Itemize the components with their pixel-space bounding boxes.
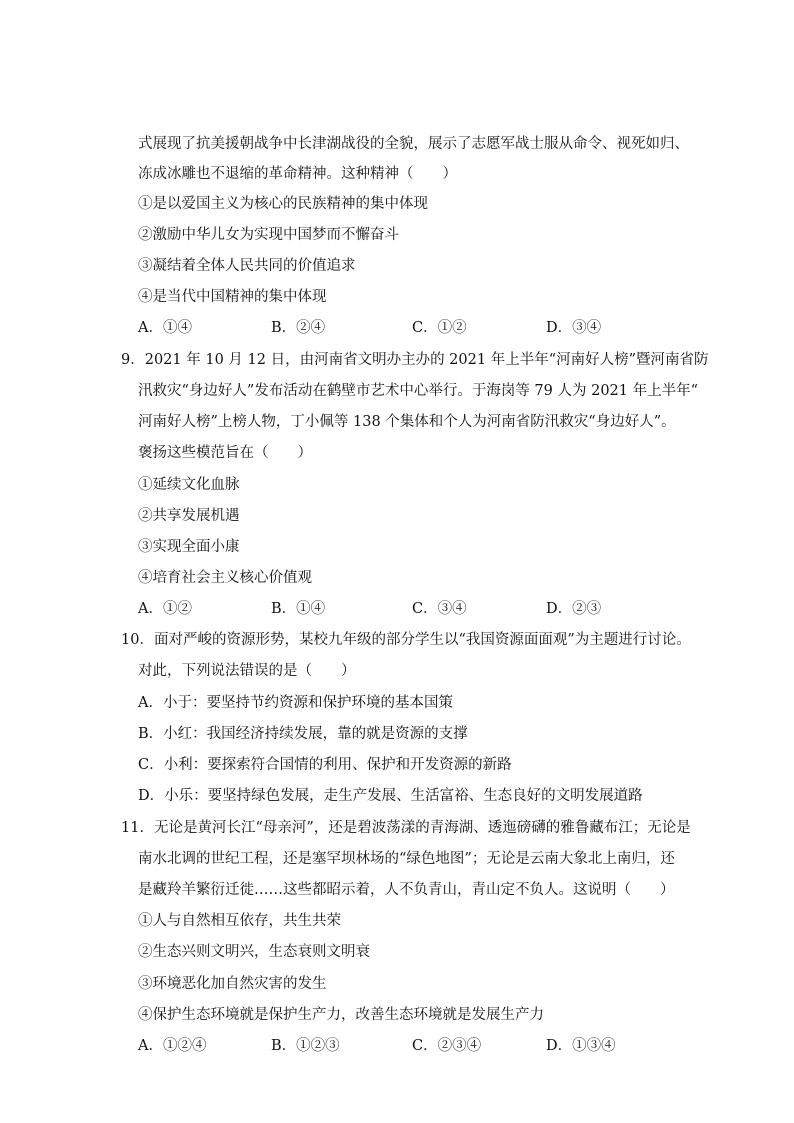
q9-option-b: B．①④ bbox=[271, 601, 326, 617]
q11-options bbox=[138, 1036, 678, 1056]
q8-option-d: D．③④ bbox=[546, 320, 602, 336]
q11-statement-3: ③环境恶化加自然灾害的发生 bbox=[138, 976, 327, 992]
q11-stem-line-3: 是藏羚羊繁衍迁徙……这些都昭示着，人不负青山，青山定不负人。这说明（ ） bbox=[138, 882, 675, 898]
q8-options bbox=[138, 318, 678, 338]
q8-option-c: C．①② bbox=[412, 320, 467, 336]
q10-choice-b: B．小红：我国经济持续发展，靠的就是资源的支撑 bbox=[138, 726, 468, 742]
q9-stem-line-2: 汛救灾“身边好人”发布活动在鹤壁市艺术中心举行。于海岗等 79 人为 2021 年上半年“ bbox=[138, 383, 699, 399]
q8-statement-2: ②激励中华儿女为实现中国梦而不懈奋斗 bbox=[138, 227, 399, 243]
q11-option-d: D．①③④ bbox=[546, 1038, 616, 1054]
q11-option-c: C．②③④ bbox=[412, 1038, 482, 1054]
q8-statement-3: ③凝结着全体人民共同的价值追求 bbox=[138, 258, 356, 274]
q11-option-a: A．①②④ bbox=[138, 1038, 207, 1054]
q10-choice-c: C．小利：要探索符合国情的利用、保护和开发资源的新路 bbox=[138, 757, 512, 773]
q9-option-c: C．③④ bbox=[412, 601, 467, 617]
q10-stem-line-1: 10．面对严峻的资源形势，某校九年级的部分学生以“我国资源面面观”为主题进行讨论。 bbox=[121, 632, 691, 648]
q9-stem-line-4: 褒扬这些模范旨在（ ） bbox=[138, 445, 312, 461]
q9-stem-line-1: 9．2021 年 10 月 12 日，由河南省文明办主办的 2021 年上半年“河南好人榜”暨河南省防 bbox=[121, 352, 709, 368]
q9-statement-2: ②共享发展机遇 bbox=[138, 508, 240, 524]
q8-option-b: B．②④ bbox=[271, 320, 326, 336]
q11-statement-1: ①人与自然相互依存，共生共荣 bbox=[138, 913, 341, 929]
q10-stem-line-2: 对此，下列说法错误的是（ ） bbox=[138, 663, 356, 679]
q11-stem-line-1: 11．无论是黄河长江“母亲河”，还是碧波荡漾的青海湖、透迤磅礴的雅鲁藏布江；无论是 bbox=[121, 820, 691, 836]
q10-choice-a: A．小于：要坚持节约资源和保护环境的基本国策 bbox=[138, 695, 453, 711]
q9-stem-line-3: 河南好人榜”上榜人物，丁小佩等 138 个集体和个人为河南省防汛救灾“身边好人”。 bbox=[138, 414, 676, 430]
q8-option-a: A．①④ bbox=[138, 320, 192, 336]
q11-statement-2: ②生态兴则文明兴，生态衰则文明衰 bbox=[138, 944, 370, 960]
q11-statement-4: ④保护生态环境就是保护生产力，改善生态环境就是发展生产力 bbox=[138, 1007, 544, 1023]
q8-statement-4: ④是当代中国精神的集中体现 bbox=[138, 289, 327, 305]
q9-statement-3: ③实现全面小康 bbox=[138, 539, 240, 555]
q8-stem-line-1: 式展现了抗美援朝战争中长津湖战役的全貌，展示了志愿军战士服从命令、视死如归、 bbox=[138, 136, 689, 152]
q11-stem-line-2: 南水北调的世纪工程，还是塞罕坝林场的“绿色地图”；无论是云南大象北上南归，还 bbox=[138, 851, 675, 867]
q9-options bbox=[138, 599, 678, 619]
q8-stem-line-2: 冻成冰雕也不退缩的革命精神。这种精神（ ） bbox=[138, 166, 457, 182]
q9-option-a: A．①② bbox=[138, 601, 192, 617]
q9-statement-4: ④培育社会主义核心价值观 bbox=[138, 570, 312, 586]
q9-option-d: D．②③ bbox=[546, 601, 602, 617]
q11-option-b: B．①②③ bbox=[271, 1038, 340, 1054]
q9-statement-1: ①延续文化血脉 bbox=[138, 477, 240, 493]
q8-statement-1: ①是以爱国主义为核心的民族精神的集中体现 bbox=[138, 196, 428, 212]
q10-choice-d: D．小乐：要坚持绿色发展，走生产发展、生活富裕、生态良好的文明发展道路 bbox=[138, 788, 643, 804]
